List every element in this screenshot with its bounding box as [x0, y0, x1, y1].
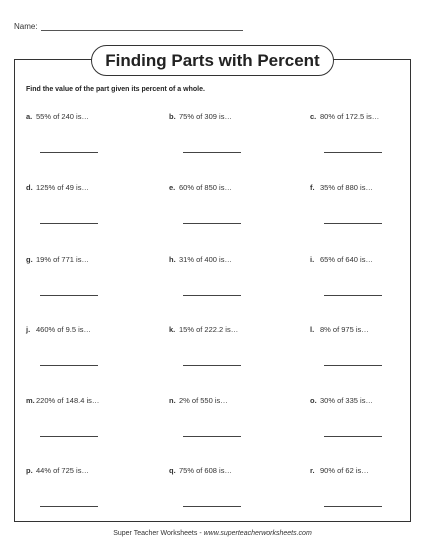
- problem-item: [26, 466, 89, 475]
- problem-text: 90% of 62 is…: [320, 466, 369, 475]
- problem-letter: n.: [169, 396, 176, 405]
- problem-item: [26, 255, 89, 264]
- answer-blank[interactable]: [324, 436, 382, 437]
- problem-text: 55% of 240 is…: [36, 112, 89, 121]
- answer-blank[interactable]: [40, 295, 98, 296]
- problem-letter: r.: [310, 466, 315, 475]
- footer-url[interactable]: www.superteacherworksheets.com: [203, 530, 312, 537]
- problem-text: 30% of 335 is…: [320, 396, 373, 405]
- problem-item: [310, 112, 379, 121]
- problem-letter: i.: [310, 255, 315, 264]
- answer-blank[interactable]: [183, 223, 241, 224]
- problem-text: 75% of 608 is…: [179, 466, 232, 475]
- problem-item: [26, 112, 89, 121]
- problem-text: 15% of 222.2 is…: [179, 325, 239, 334]
- problem-text: 220% of 148.4 is…: [36, 396, 100, 405]
- problem-letter: g.: [26, 255, 33, 264]
- problem-item: [169, 255, 232, 264]
- problem-letter: p.: [26, 466, 33, 475]
- problem-letter: l.: [310, 325, 315, 334]
- problem-letter: b.: [169, 112, 176, 121]
- answer-blank[interactable]: [183, 436, 241, 437]
- problem-item: [26, 325, 91, 334]
- problem-text: 75% of 309 is…: [179, 112, 232, 121]
- problem-text: 8% of 975 is…: [320, 325, 369, 334]
- problem-item: [310, 466, 369, 475]
- problem-letter: e.: [169, 183, 176, 192]
- problem-letter: h.: [169, 255, 176, 264]
- problem-item: [26, 396, 99, 405]
- problem-item: [310, 325, 369, 334]
- problem-item: [169, 396, 228, 405]
- footer-brand: Super Teacher Worksheets: [113, 530, 198, 537]
- problem-text: 60% of 850 is…: [179, 183, 232, 192]
- answer-blank[interactable]: [183, 152, 241, 153]
- problem-letter: c.: [310, 112, 317, 121]
- problem-text: 65% of 640 is…: [320, 255, 373, 264]
- problem-item: [26, 183, 89, 192]
- problem-letter: f.: [310, 183, 315, 192]
- name-row: [14, 22, 243, 31]
- footer: [0, 530, 425, 537]
- answer-blank[interactable]: [324, 506, 382, 507]
- worksheet-frame: [14, 59, 411, 522]
- problem-item: [169, 183, 232, 192]
- problem-text: 460% of 9.5 is…: [36, 325, 92, 334]
- problem-letter: k.: [169, 325, 176, 334]
- name-label: Name:: [14, 22, 38, 31]
- answer-blank[interactable]: [324, 152, 382, 153]
- answer-blank[interactable]: [40, 365, 98, 366]
- worksheet-title: Finding Parts with Percent: [91, 45, 334, 76]
- problem-item: [310, 255, 373, 264]
- problem-item: [169, 112, 232, 121]
- problem-text: 31% of 400 is…: [179, 255, 232, 264]
- problem-text: 19% of 771 is…: [36, 255, 89, 264]
- answer-blank[interactable]: [40, 506, 98, 507]
- problem-item: [310, 396, 373, 405]
- problem-letter: j.: [26, 325, 31, 334]
- answer-blank[interactable]: [324, 295, 382, 296]
- problem-text: 35% of 880 is…: [320, 183, 373, 192]
- answer-blank[interactable]: [40, 223, 98, 224]
- problem-letter: m.: [26, 396, 35, 405]
- problem-text: 44% of 725 is…: [36, 466, 89, 475]
- answer-blank[interactable]: [324, 365, 382, 366]
- answer-blank[interactable]: [183, 295, 241, 296]
- problem-letter: a.: [26, 112, 33, 121]
- answer-blank[interactable]: [40, 436, 98, 437]
- problem-item: [169, 466, 232, 475]
- problem-item: [310, 183, 373, 192]
- answer-blank[interactable]: [183, 506, 241, 507]
- instructions: Find the value of the part given its percent of a whole.: [26, 86, 205, 93]
- answer-blank[interactable]: [40, 152, 98, 153]
- answer-blank[interactable]: [183, 365, 241, 366]
- problem-letter: q.: [169, 466, 176, 475]
- problem-text: 80% of 172.5 is…: [320, 112, 380, 121]
- footer-separator: -: [197, 530, 204, 537]
- name-input-line[interactable]: [41, 22, 243, 31]
- problem-text: 125% of 49 is…: [36, 183, 89, 192]
- problem-letter: d.: [26, 183, 33, 192]
- problem-text: 2% of 550 is…: [179, 396, 228, 405]
- problem-letter: o.: [310, 396, 317, 405]
- answer-blank[interactable]: [324, 223, 382, 224]
- problem-item: [169, 325, 238, 334]
